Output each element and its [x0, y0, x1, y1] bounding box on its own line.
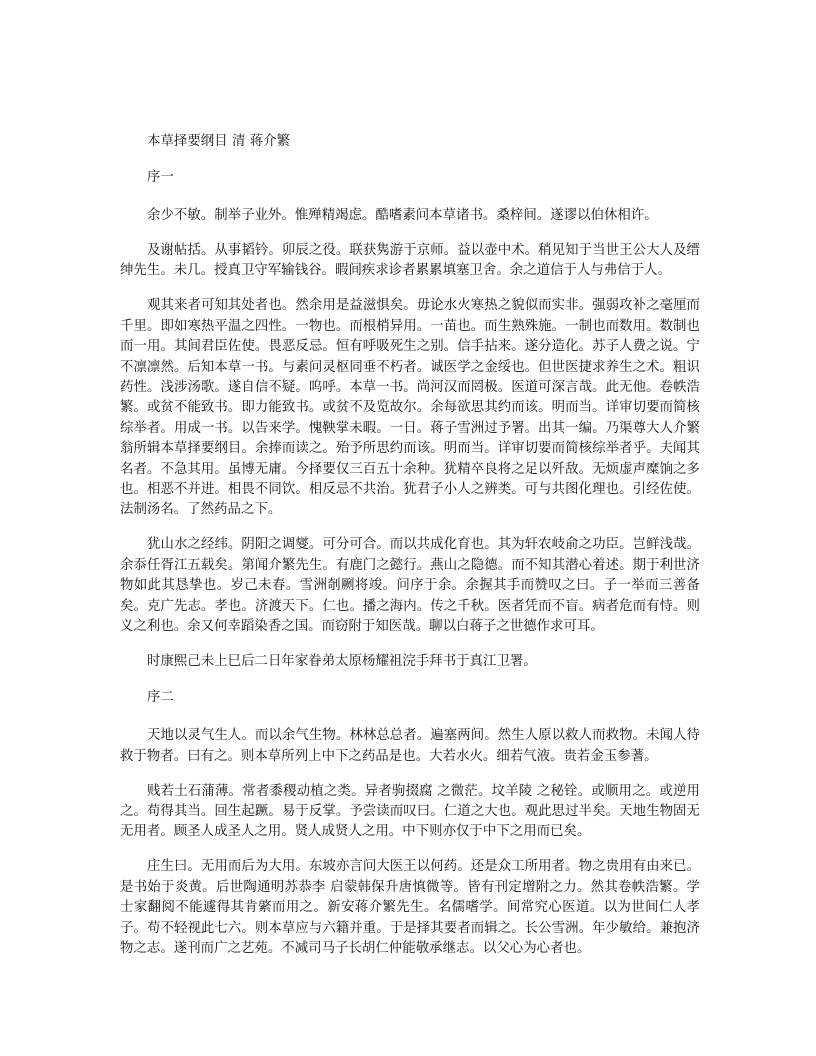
preface-2-heading: 序二 — [147, 690, 174, 706]
preface-1-paragraph: 及谢帖括。从事韬钤。卯辰之役。联获隽游于京师。益以壶中术。稍见知于当世王公大人及缙绅先生。未几。授真卫守军输钱谷。暇间疾求诊者累累填塞卫舍。余之道信于人与弗信于人。 — [120, 243, 700, 279]
preface-1-paragraph: 余少不敏。制举子业外。惟殚精竭虑。酷嗜素问本草诸书。桑梓间。遂谬以伯休相许。 — [147, 208, 658, 223]
preface-2-paragraph: 天地以灵气生人。而以余气生物。林林总总者。遍塞两间。然生人原以救人而救物。未闻人待救于物者。曰有之。则本草所列上中下之药品是也。大若水火。细若气液。贵若金玉参蓍。 — [120, 728, 700, 764]
preface-1-paragraph: 犹山水之经纬。阴阳之调燮。可分可合。而以共成化育也。其为轩农岐俞之功臣。岂鲜浅哉。余忝任胥江五载矣。第闻介繁先生。有鹿门之懿行。燕山之隐德。而不知其潜心着述。期于利世济物如此其恳挚也。岁己未春。雪洲剞劂将竣。问序于余。余握其手而赞叹之曰。子一举而三善备矣。克广先志。孝也。济渡天下。仁也。播之海内。传之千秋。医者凭而不盲。病者危而有恃。则义之利也。余又何幸蹈染香之国。而窃附于知医哉。聊以白蒋子之世德作求可耳。 — [120, 537, 700, 635]
preface-1-heading: 序一 — [147, 170, 174, 185]
document-page — [120, 132, 700, 959]
preface-2-paragraph: 贱若土石蒲薄。常者黍稷动植之类。异者驹掇腐 之微茫。坟羊陵 之秘铨。或顺用之。或逆用之。苟得其当。回生起蹶。易于反掌。予尝读而叹曰。仁道之大也。观此思过半矣。天地生物固无无用者。顾圣人成圣人之用。贤人成贤人之用。中下则亦仅于中下之用而已矣。 — [120, 783, 700, 840]
document-title: 本草择要纲目 清 蒋介繁 — [147, 134, 291, 149]
preface-1-signature: 时康熙己未上巳后二日年家眷弟太原杨耀祖浣手拜书于真江卫署。 — [147, 654, 537, 670]
preface-1-paragraph: 观其来者可知其处者也。然余用是益滋惧矣。毋论水火寒热之貌似而实非。强弱攻补之毫厘而千里。即如寒热平温之四性。一物也。而根梢异用。一苗也。而生熟殊施。一制也而数用。数制也而一用。其间君臣佐使。畏恶反忌。恒有呼吸死生之别。信手拈来。遂分造化。苏子人费之说。宁不凛凛然。后知本草一书。与素问灵枢同垂不朽者。诚医学之金绥也。但世医捷求养生之术。粗识药性。浅涉汤歌。遂自信不疑。呜呼。本草一书。尚河汉而罔极。医道可深言哉。此无他。卷帙浩繁。或贫不能致书。即力能致书。或贫不及览故尔。余每欲思其约而该。明而当。详审切要而简核综举者。用成一书。以告来学。愧鞅掌未暇。一日。蒋子雪洲过予署。出其一编。乃渠尊大人介繁翁所辑本草择要纲目。余捧而读之。殆予所思约而该。明而当。详审切要而简核综举者乎。夫闻其名者。不急其用。虽博无庸。今择要仅三百五十余种。犹精卒良将之足以歼敌。无烦虚声糜饷之多也。相恶不并进。相畏不同饮。相反忌不共治。犹君子小人之辨类。可与共图化理也。引经佐使。法制汤名。了然药品之下。 — [120, 298, 700, 518]
preface-2-paragraph: 庄生曰。无用而后为大用。东坡亦言问大医王以何药。还是众工所用者。物之贵用有由来已。是书始于炎黄。后世陶通明苏恭李 启蒙韩保升唐慎微等。皆有刊定增附之力。然其卷帙浩繁。学士家翻阅不能遽得其肯綮而用之。新安蒋介繁先生。名儒嗜学。间常究心医道。以为世间仁人孝子。苟不轻视此七六。则本草应与六籍并重。于是择其要者而辑之。长公雪洲。年少敏给。兼抱济物之志。遂刊而广之艺苑。不减司马子长胡仁仲能敬承继志。以父心为心者也。 — [120, 859, 700, 956]
